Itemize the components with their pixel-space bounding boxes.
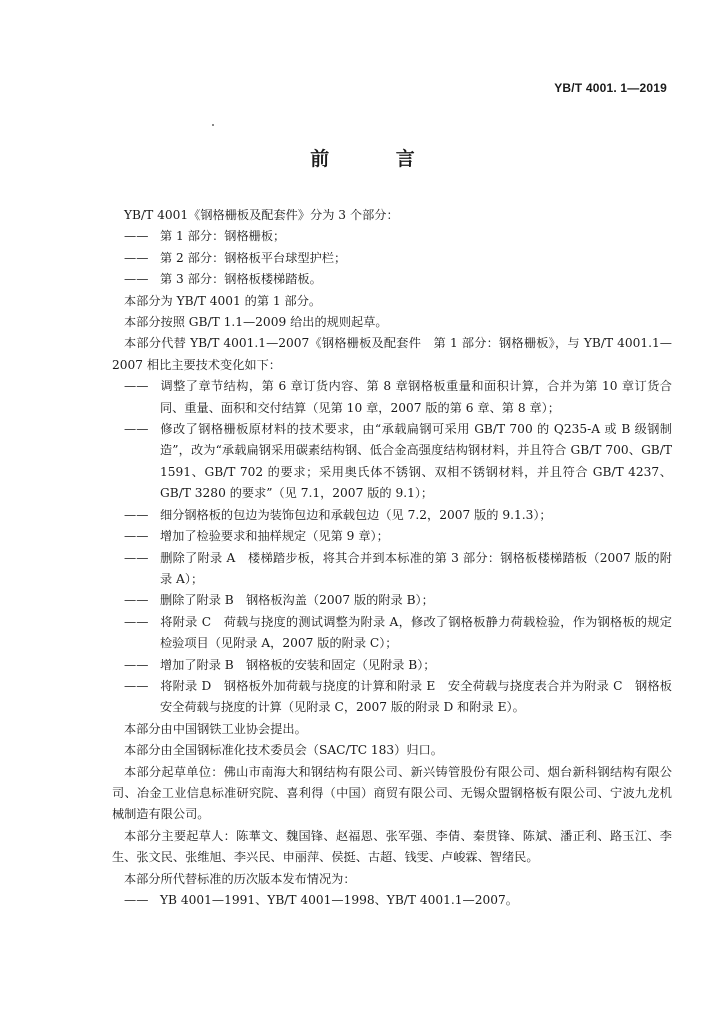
dash-marker: —— — [124, 229, 149, 244]
paragraph: 本部分由全国钢标准化技术委员会（SAC/TC 183）归口。 — [124, 743, 443, 758]
list-item — [112, 248, 672, 269]
list-item — [112, 526, 672, 547]
list-item-text: 删除了附录 A 楼梯踏步板，将其合并到本标准的第 3 部分：钢格板楼梯踏板（2007 版的附录 A）； — [160, 550, 672, 586]
list-item — [112, 269, 672, 290]
dash-marker: —— — [124, 379, 149, 394]
list-item-text: 第 3 部分：钢格板楼梯踏板。 — [160, 272, 322, 287]
list-item-text: 增加了附录 B 钢格板的安装和固定（见附录 B）； — [160, 657, 436, 672]
dash-marker: —— — [124, 272, 149, 287]
list-item-text: 将附录 D 钢格板外加荷载与挠度的计算和附录 E 安全荷载与挠度表合并为附录 C 钢格板安全荷载与挠度的计算（见附录 C，2007 版的附录 D 和附录 E）。 — [160, 678, 672, 715]
dash-marker: —— — [124, 507, 149, 522]
paragraph: 本部分所代替标准的历次版本发布情况为： — [124, 871, 356, 886]
list-item-text: 第 2 部分：钢格板平台球型护栏； — [160, 250, 347, 265]
paragraph: 本部分起草单位：佛山市南海大和钢结构有限公司、新兴铸管股份有限公司、烟台新科钢结构有限公司、冶金工业信息标准研究院、喜利得（中国）商贸有限公司、无锡众盟钢格板有限公司、宁波九龙机械制造有限公司。 — [112, 764, 672, 822]
list-item-text: 第 1 部分：钢格栅板； — [160, 229, 286, 244]
standard-code: YB/T 4001. 1—2019 — [554, 81, 667, 95]
paragraph: 本部分由中国钢铁工业协会提出。 — [124, 721, 307, 736]
list-item — [112, 890, 672, 911]
dash-marker: —— — [124, 593, 149, 608]
dash-marker: —— — [124, 678, 149, 693]
list-item — [112, 505, 672, 526]
paragraph: 本部分主要起草人：陈華文、魏国锋、赵福恩、张军强、李倩、秦贯锋、陈斌、潘正利、路玉江、李生、张文民、张维旭、李兴民、申丽萍、侯挺、古超、钱雯、卢峻霖、智绪民。 — [112, 828, 672, 865]
list-item — [112, 548, 672, 591]
list-item-text: 增加了检验要求和抽样规定（见第 9 章）； — [160, 529, 389, 544]
list-item — [112, 590, 672, 611]
list-item — [112, 226, 672, 247]
paragraph: YB/T 4001《钢格栅板及配套件》分为 3 个部分： — [124, 208, 399, 222]
dash-marker: —— — [124, 250, 149, 265]
dash-marker: —— — [124, 422, 149, 437]
dash-marker: —— — [124, 550, 149, 565]
list-item-text: 细分钢格板的包边为装饰包边和承载包边（见 7.2，2007 版的 9.1.3）； — [160, 507, 552, 522]
dash-marker: —— — [124, 614, 149, 629]
foreword-body — [112, 205, 672, 911]
list-item-text: 将附录 C 荷载与挠度的测试调整为附录 A，修改了钢格板静力荷载检验，作为钢格板的规定检验项目（见附录 A，2007 版的附录 C）； — [160, 614, 672, 651]
list-item-text: 调整了章节结构，第 6 章订货内容、第 8 章钢格板重量和面积计算，合并为第 10 章订货合同、重量、面积和交付结算（见第 10 章，2007 版的第 6 章、第 8 章）； — [160, 379, 672, 415]
list-item-text: YB 4001—1991、YB/T 4001—1998、YB/T 4001.1—2007。 — [160, 893, 518, 907]
dash-marker: —— — [124, 893, 149, 907]
paragraph: 本部分代替 YB/T 4001.1—2007《钢格栅板及配套件 第 1 部分：钢格栅板》，与 YB/T 4001.1—2007 相比主要技术变化如下： — [112, 336, 672, 372]
page-title: 前 言 — [310, 148, 445, 170]
list-item — [112, 376, 672, 419]
list-item — [112, 612, 672, 655]
list-item-text: 修改了钢格栅板原材料的技术要求，由“承载扁钢可采用 GB/T 700 的 Q235-A 或 B 级钢制造”，改为“承载扁钢采用碳素结构钢、低合金高强度结构钢材料，并且符合 GB/T 700、GB/T 1591、GB/T 702 的要求；采用奥氏体不锈钢、双相不锈钢材料，并且符合 GB/T 4237、GB/T 3280 的要求”（见 7.1，2007 版的 9.1）； — [160, 422, 672, 501]
list-item — [112, 676, 672, 719]
scan-speck — [212, 124, 214, 126]
list-item — [112, 419, 672, 505]
list-item — [112, 655, 672, 676]
dash-marker: —— — [124, 657, 149, 672]
paragraph: 本部分为 YB/T 4001 的第 1 部分。 — [124, 293, 322, 308]
dash-marker: —— — [124, 529, 149, 544]
list-item-text: 删除了附录 B 钢格板沟盖（2007 版的附录 B）； — [160, 593, 434, 608]
paragraph: 本部分按照 GB/T 1.1—2009 给出的规则起草。 — [124, 315, 388, 330]
